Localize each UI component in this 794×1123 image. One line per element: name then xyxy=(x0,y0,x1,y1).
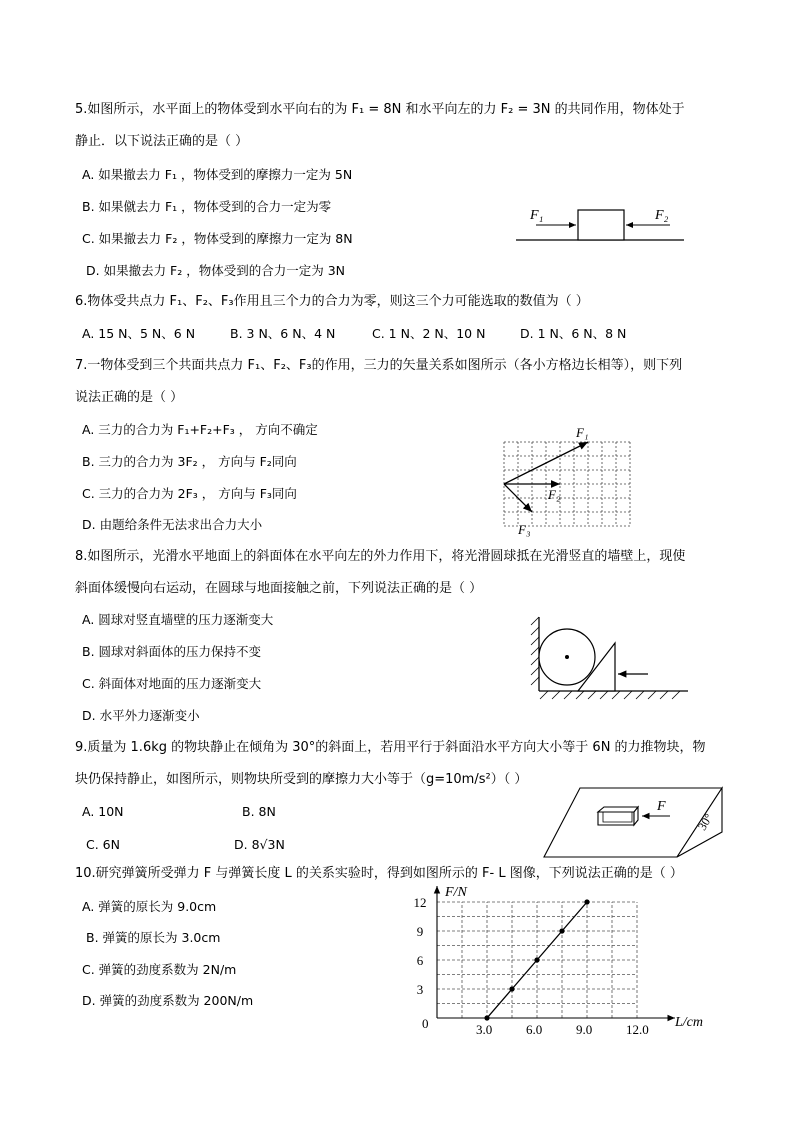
q6-stem: 6.物体受共点力 F₁、F₂、F₃作用且三个力的合力为零，则这三个力可能选取的数值为（ ） xyxy=(75,294,589,309)
q10-option-c: C. 弹簧的劲度系数为 2N/m xyxy=(82,962,237,977)
force-label: F xyxy=(657,799,666,814)
q5-option-b: B. 如果僦去力 F₁ ，物体受到的合力一定为零 xyxy=(82,199,332,214)
f2-label: F₂ xyxy=(548,487,561,502)
f1-label: F₁ xyxy=(530,208,544,223)
data-point xyxy=(584,899,589,904)
q9-stem-line1: 9.质量为 1.6kg 的物块静止在倾角为 30°的斜面上，若用平行于斜面沿水平方向大小等于 6N 的力推物块，物 xyxy=(75,740,706,755)
x-tick-label: 6.0 xyxy=(526,1022,543,1037)
y-tick-label: 6 xyxy=(416,953,424,968)
f1-label: F₁ xyxy=(576,425,589,440)
x-tick-label: 9.0 xyxy=(576,1022,593,1037)
q8-figure-ball-wedge xyxy=(528,615,693,700)
q5-option-a: A. 如果撤去力 F₁ ，物体受到的摩擦力一定为 5N xyxy=(82,167,353,182)
x-axis-label: L/cm xyxy=(675,1015,703,1030)
ground-hatch xyxy=(540,691,680,699)
angle-label: 30° xyxy=(694,811,716,833)
origin-label: 0 xyxy=(422,1016,429,1031)
q5-figure-block-forces xyxy=(510,200,690,248)
ball-center xyxy=(565,655,569,659)
q7-option-c: C. 三力的合力为 2F₃ ， 方向与 F₃同向 xyxy=(82,486,297,501)
q10-option-a: A. 弹簧的原长为 9.0cm xyxy=(82,899,217,914)
x-tick-label: 12.0 xyxy=(626,1022,649,1037)
q10-stem: 10.研究弹簧所受弹力 F 与弹簧长度 L 的关系实验时，得到如图所示的 F- L 图像，下列说法正确的是（ ） xyxy=(75,866,683,881)
q6-option-a: A. 15 N、5 N、6 N xyxy=(82,326,196,341)
q10-f-l-chart xyxy=(405,880,720,1040)
block-box xyxy=(598,807,638,825)
block xyxy=(578,210,624,240)
q9-stem-line2: 块仍保持静止，如图所示，则物块所受到的摩擦力大小等于（g=10m/s²）（ ） xyxy=(75,772,528,787)
q10-option-d: D. 弹簧的劲度系数为 200N/m xyxy=(82,993,254,1008)
q8-option-d: D. 水平外力逐渐变小 xyxy=(82,708,200,723)
q10-option-b: B. 弹簧的原长为 3.0cm xyxy=(86,930,221,945)
q6-option-b: B. 3 N、6 N、4 N xyxy=(230,326,336,341)
q7-option-b: B. 三力的合力为 3F₂ ， 方向与 F₂同向 xyxy=(82,454,297,469)
q7-option-d: D. 由题给条件无法求出合力大小 xyxy=(82,517,263,532)
q6-option-c: C. 1 N、2 N、10 N xyxy=(372,326,486,341)
y-axis-label: F/N xyxy=(445,885,467,900)
q9-option-c: C. 6N xyxy=(86,837,120,852)
f1-vector xyxy=(504,442,588,484)
f2-label: F₂ xyxy=(655,208,669,223)
q5-stem-line1: 5.如图所示，水平面上的物体受到水平向右的为 F₁ = 8N 和水平向左的力 F₂ = 3N 的共同作用，物体处于 xyxy=(75,102,685,117)
f3-label: F₃ xyxy=(518,522,531,537)
data-point xyxy=(534,957,539,962)
y-tick-label: 12 xyxy=(413,895,427,910)
y-tick-label: 9 xyxy=(416,924,424,939)
q8-option-b: B. 圆球对斜面体的压力保持不变 xyxy=(82,644,262,659)
q9-option-b: B. 8N xyxy=(242,804,276,819)
data-point xyxy=(484,1015,489,1020)
q9-figure-incline xyxy=(540,782,730,862)
q7-stem-line2: 说法正确的是（ ） xyxy=(75,390,184,405)
q8-stem-line2: 斜面体缓慢向右运动，在圆球与地面接触之前，下列说法正确的是（ ） xyxy=(75,581,483,596)
q5-option-c: C. 如果撤去力 F₂ ，物体受到的摩擦力一定为 8N xyxy=(82,231,353,246)
y-tick-label: 3 xyxy=(416,982,424,997)
q7-option-a: A. 三力的合力为 F₁+F₂+F₃ ， 方向不确定 xyxy=(82,422,318,437)
q5-option-d: D. 如果撤去力 F₂ ，物体受到的合力一定为 3N xyxy=(86,263,345,278)
q8-option-a: A. 圆球对竖直墙壁的压力逐渐变大 xyxy=(82,612,274,627)
wall-hatch xyxy=(531,617,539,685)
q7-figure-vector-grid xyxy=(500,422,635,540)
q8-stem-line1: 8.如图所示，光滑水平地面上的斜面体在水平向左的外力作用下，将光滑圆球抵在光滑竖直的墙壁上，现使 xyxy=(75,549,686,564)
q9-option-a: A. 10N xyxy=(82,804,124,819)
data-point xyxy=(509,986,514,991)
q5-stem-line2: 静止．以下说法正确的是（ ） xyxy=(75,134,249,149)
x-tick-label: 3.0 xyxy=(476,1022,493,1037)
data-point xyxy=(559,928,564,933)
q7-stem-line1: 7.一物体受到三个共面共点力 F₁、F₂、F₃的作用，三力的矢量关系如图所示（各小方格边长相等），则下列 xyxy=(75,358,683,373)
q6-option-d: D. 1 N、6 N、8 N xyxy=(520,326,627,341)
q8-option-c: C. 斜面体对地面的压力逐渐变大 xyxy=(82,676,262,691)
q9-option-d: D. 8√3N xyxy=(234,837,285,852)
